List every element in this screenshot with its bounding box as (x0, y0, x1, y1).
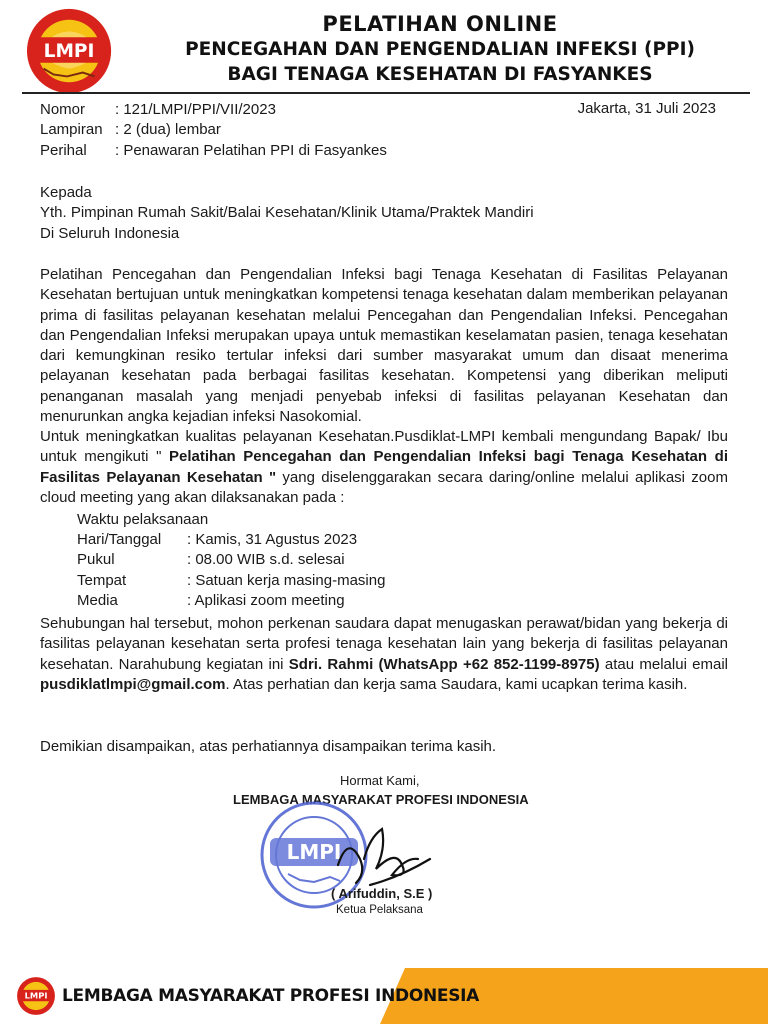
schedule-heading: Waktu pelaksanaan (77, 511, 209, 528)
letter-date: Jakarta, 31 Juli 2023 (577, 100, 716, 117)
schedule-value-place: : Satuan kerja masing-masing (187, 572, 386, 589)
signature-greeting: Hormat Kami, (340, 773, 420, 788)
nomor-value: : 121/LMPI/PPI/VII/2023 (115, 101, 276, 118)
body-paragraph-1: Pelatihan Pencegahan dan Pengendalian Infeksi bagi Tenaga Kesehatan di Fasilitas Pelayanan Kesehatan bertujuan untuk meningkatkan kompetensi tenaga kesehatan dalam memberikan pelayanan prima di fasilitas pelayanan kesehatan melalui Pencegahan dan Pengendalian Infeksi. Pencegahan dan Pengendalian Infeksi merupakan upaya untuk memastikan keselamatan pasien, tenaga kesehatan dari kemungkinan resiko tertular infeksi dari sumber masyarakat umum dan disaat menerima pelayanan kesehatan pada berbagai fasilitas kesehatan. Kompetensi yang diberikan meliputi penanganan masalah yang menjadi penyebab infeksi di fasilitas pelayanan Kesehatan dan menurunkan angka kejadian infeksi Nasokomial. (40, 266, 728, 426)
recipient-location: Di Seluruh Indonesia (40, 225, 180, 242)
signatory-name: ( Arifuddin, S.E ) (331, 886, 433, 901)
perihal-value: : Penawaran Pelatihan PPI di Fasyankes (115, 142, 387, 159)
contact-person: Sdri. Rahmi (WhatsApp +62 852-1199-8975) (288, 655, 600, 673)
signatory-role: Ketua Pelaksana (336, 904, 423, 916)
para3-text-e: . Atas perhatian dan kerja sama Saudara, kami ucapkan terima kasih. (225, 675, 688, 693)
body-paragraph-2 (40, 427, 728, 508)
header-title-line3: BAGI TENAGA KESEHATAN DI FASYANKES (227, 64, 653, 85)
signature-organization: LEMBAGA MASYARAKAT PROFESI INDONESIA (233, 792, 529, 807)
para3-text-a: Sehubungan hal tersebut, mohon perkenan saudara dapat menugaskan perawat/bidan yang bekerja di fasilitas pelayanan kesehatan serta profesi tenaga kesehatan lain yang bekerja di fasilitas pelayanan kesehatan. Narahubung kegiatan ini (40, 615, 728, 673)
schedule-value-date: : Kamis, 31 Agustus 2023 (187, 531, 358, 548)
body-paragraph-3 (40, 614, 728, 695)
stamp-text: LMPI (286, 840, 342, 864)
lmpi-logo (22, 6, 120, 96)
perihal-label: Perihal (40, 142, 87, 159)
schedule-label-media: Media (77, 592, 118, 609)
lampiran-value: : 2 (dua) lembar (115, 121, 221, 138)
footer-logo-text: LMPI (24, 990, 48, 1001)
recipient-kepada: Kepada (40, 184, 92, 201)
footer-organization: LEMBAGA MASYARAKAT PROFESI INDONESIA (62, 986, 480, 1006)
lampiran-label: Lampiran (40, 121, 103, 138)
schedule-label-time: Pukul (77, 551, 115, 568)
contact-email: pusdiklatlmpi@gmail.com (40, 675, 226, 693)
schedule-value-time: : 08.00 WIB s.d. selesai (187, 551, 345, 568)
para2-text-c: yang diselenggarakan secara daring/online melalui aplikasi zoom cloud meeting yang akan dilaksanakan pada : (40, 468, 728, 506)
schedule-label-date: Hari/Tanggal (77, 531, 162, 548)
header-title-line1: PELATIHAN ONLINE (322, 12, 558, 36)
schedule-value-media: : Aplikasi zoom meeting (187, 592, 345, 609)
header-title-line2: PENCEGAHAN DAN PENGENDALIAN INFEKSI (PPI) (185, 39, 695, 60)
schedule-label-place: Tempat (77, 572, 127, 589)
para3-text-c: atau melalui email (599, 655, 729, 673)
closing-sentence: Demikian disampaikan, atas perhatiannya disampaikan terima kasih. (40, 738, 497, 755)
footer-lmpi-logo (14, 974, 58, 1018)
logo-text: LMPI (43, 40, 95, 62)
recipient-addressee: Yth. Pimpinan Rumah Sakit/Balai Kesehatan/Klinik Utama/Praktek Mandiri (40, 204, 534, 221)
training-title: Pelatihan Pencegahan dan Pengendalian Infeksi bagi Tenaga Kesehatan di Fasilitas Pelayanan Kesehatan " (40, 448, 728, 486)
para2-text-a: Untuk meningkatkan kualitas pelayanan Kesehatan.Pusdiklat-LMPI kembali mengundang Bapak/ Ibu untuk mengikuti " (40, 428, 728, 466)
nomor-label: Nomor (40, 101, 86, 118)
header-divider (22, 92, 750, 94)
